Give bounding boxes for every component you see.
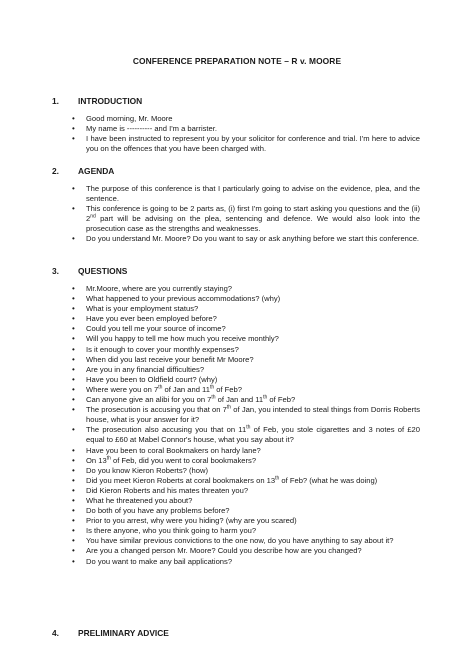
list-item: • Will you happy to tell me how much you receive monthly? xyxy=(70,334,420,344)
list-item: • Good morning, Mr. Moore xyxy=(70,114,420,124)
list-item: • You have similar previous convictions to the one now, do you have anything to say about it? xyxy=(70,536,420,546)
list-item: • Do you know Kieron Roberts? (how) xyxy=(70,466,420,476)
list-item: • What is your employment status? xyxy=(70,304,420,314)
list-item: • The prosecution also accusing you that on 11th of Feb, you stole cigarettes and 3 notes of £20 equal to £60 at Mabel Connor's house, what you say about it? xyxy=(70,425,420,445)
list-item: • Are you a changed person Mr. Moore? Could you describe how are you changed? xyxy=(70,546,420,556)
list-item: • When did you last receive your benefit Mr Moore? xyxy=(70,355,420,365)
section-heading-preliminary-advice xyxy=(52,628,169,638)
list-item xyxy=(70,184,420,204)
section-number: 1. xyxy=(52,96,59,106)
agenda-list xyxy=(70,184,420,245)
section-heading-introduction xyxy=(52,96,142,106)
list-item: • Do both of you have any problems before? xyxy=(70,506,420,516)
list-item: • I have been instructed to represent you by your solicitor for conference and trial. I'm here to advice you on the offences that you have been charged with. xyxy=(70,134,420,154)
list-item: • Have you been to Oldfield court? (why) xyxy=(70,375,420,385)
list-item: • Prior to you arrest, why were you hiding? (why are you scared) xyxy=(70,516,420,526)
section-title: QUESTIONS xyxy=(78,266,128,276)
list-item-text: Do you understand Mr. Moore? Do you want to say or ask anything before we start this conference. xyxy=(86,234,420,244)
list-item-text: This conference is going to be 2 parts as, (i) first I'm going to start asking you questions and the (ii) 2nd part will be advising on the plea, sentencing and defence. We would also look into the prosecution case as the strengths and weaknesses. xyxy=(86,204,420,234)
section-title: INTRODUCTION xyxy=(78,96,143,106)
list-item: • Where were you on 7th of Jan and 11th of Feb? xyxy=(70,385,420,395)
section-title: PRELIMINARY ADVICE xyxy=(78,628,169,638)
list-item-text: The purpose of this conference is that I particularly going to advise on the evidence, plea, and the sentence. xyxy=(86,184,420,204)
list-item: • Is it enough to cover your monthly expenses? xyxy=(70,345,420,355)
list-item: • Have you ever been employed before? xyxy=(70,314,420,324)
list-item: • What happened to your previous accommodations? (why) xyxy=(70,294,420,304)
list-item: • Do you want to make any bail applications? xyxy=(70,557,420,567)
list-item: • What he threatened you about? xyxy=(70,496,420,506)
list-item: • On 13th of Feb, did you went to coral bookmakers? xyxy=(70,456,420,466)
section-heading-agenda xyxy=(52,166,114,176)
list-item xyxy=(70,234,420,244)
section-title: AGENDA xyxy=(78,166,115,176)
introduction-list xyxy=(70,114,420,154)
section-number: 4. xyxy=(52,628,59,638)
list-item xyxy=(70,204,420,234)
section-number: 3. xyxy=(52,266,59,276)
list-item: • Are you in any financial difficulties? xyxy=(70,365,420,375)
list-item: • My name is ---------- and I'm a barrister. xyxy=(70,124,420,134)
questions-list xyxy=(70,284,420,567)
list-item: • Is there anyone, who you think going to harm you? xyxy=(70,526,420,536)
list-item: • Did Kieron Roberts and his mates threaten you? xyxy=(70,486,420,496)
list-item: • Mr.Moore, where are you currently staying? xyxy=(70,284,420,294)
section-heading-questions xyxy=(52,266,127,276)
document-title: CONFERENCE PREPARATION NOTE – R v. MOORE xyxy=(132,56,342,66)
list-item: • Could you tell me your source of income? xyxy=(70,324,420,334)
section-number: 2. xyxy=(52,166,59,176)
list-item: • Have you been to coral Bookmakers on hardy lane? xyxy=(70,446,420,456)
list-item: • The prosecution is accusing you that on 7th of Jan, you intended to steal things from Dorris Roberts house, what is your answer for it? xyxy=(70,405,420,425)
list-item: • Did you meet Kieron Roberts at coral bookmakers on 13th of Feb? (what he was doing) xyxy=(70,476,420,486)
list-item: • Can anyone give an alibi for you on 7th of Jan and 11th of Feb? xyxy=(70,395,420,405)
